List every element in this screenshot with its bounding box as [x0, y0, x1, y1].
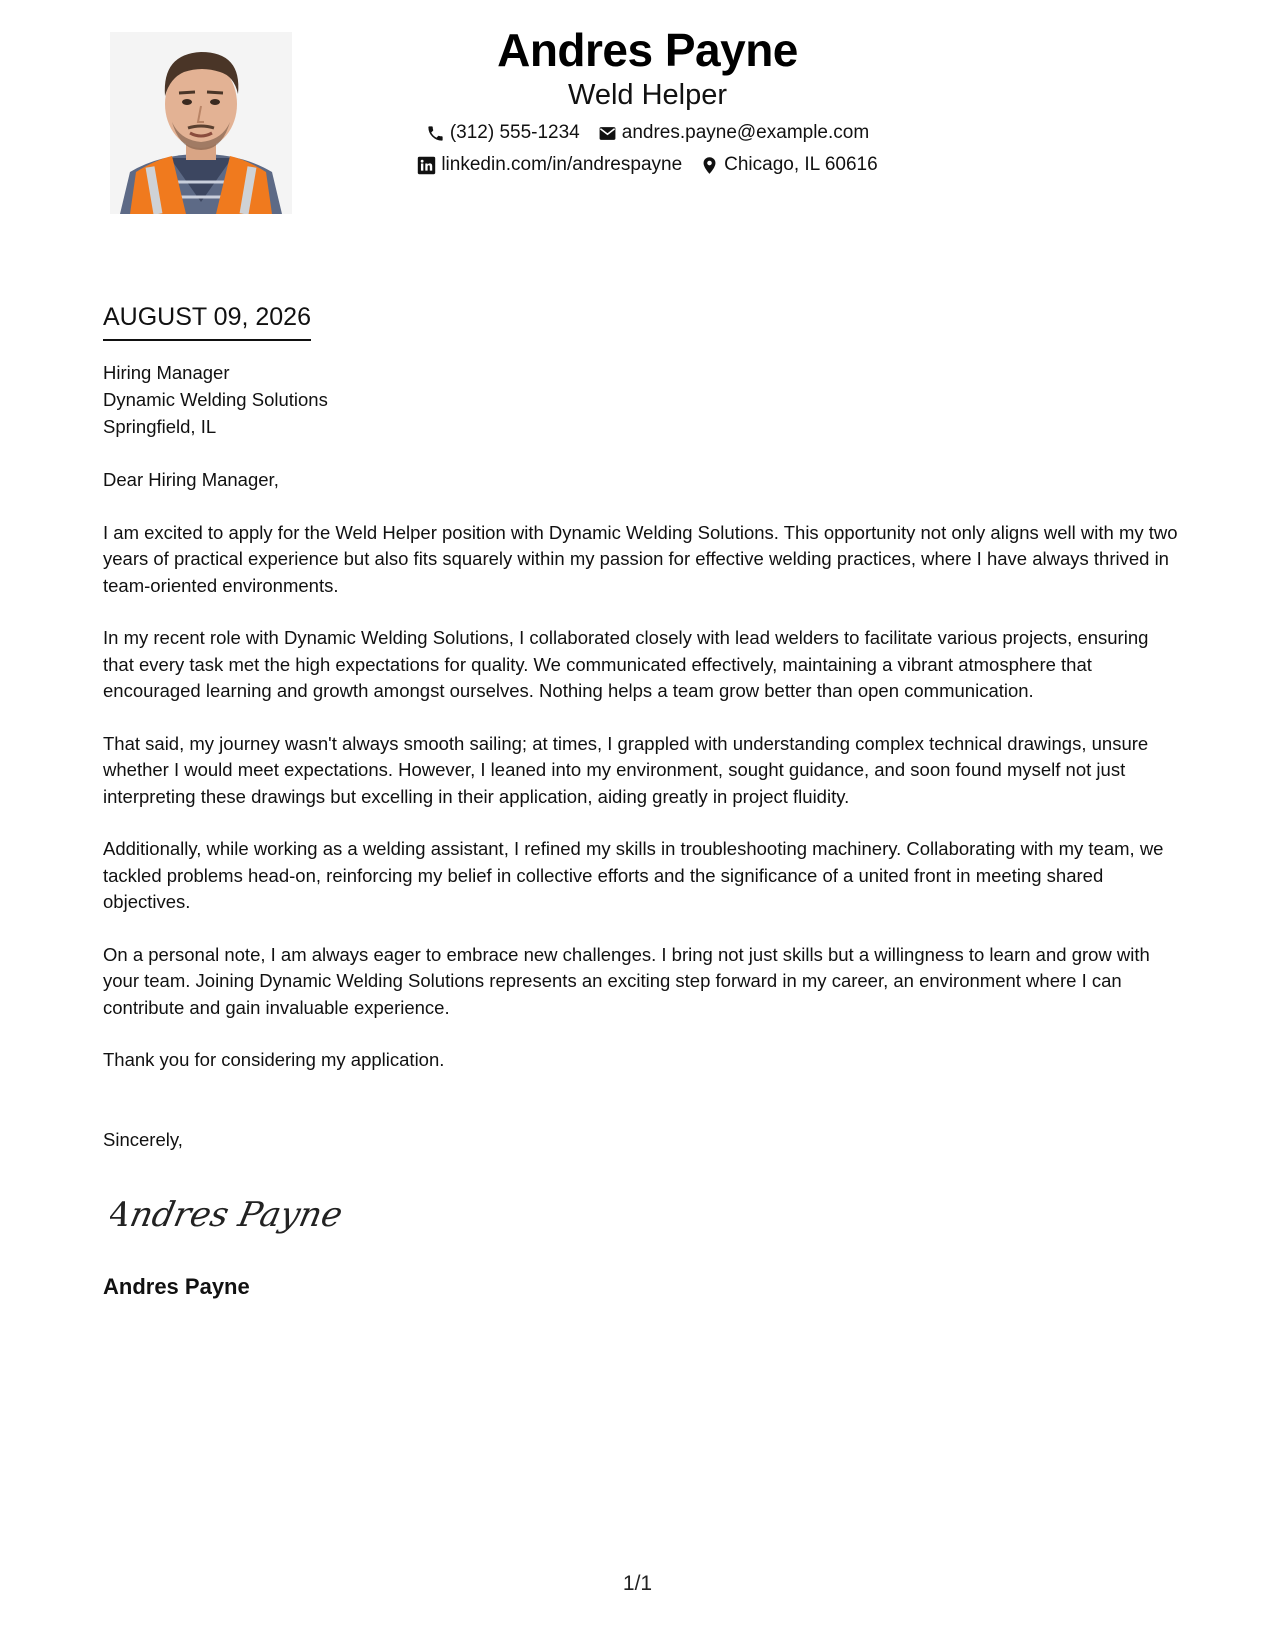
contact-row-1: [340, 120, 955, 146]
map-pin-icon: [700, 156, 719, 175]
contact-phone[interactable]: [426, 120, 580, 146]
letter-body: [103, 467, 1178, 1100]
job-title: Weld Helper: [567, 79, 728, 111]
paragraph-3: That said, my journey wasn't always smooth sailing; at times, I grappled with understanding complex technical drawings, unsure whether I would meet expectations. However, I leaned into my environment, sought guidance, and soon found myself not just interpreting these drawings but excelling in their application, aiding greatly in project fluidity.: [103, 732, 1149, 807]
envelope-icon: [598, 124, 617, 143]
signer-name: Andres Payne: [103, 1274, 250, 1299]
salutation: Dear Hiring Manager,: [103, 469, 279, 490]
applicant-name: Andres Payne: [497, 24, 798, 76]
recipient-location: Springfield, IL: [103, 416, 217, 437]
recipient-company: Dynamic Welding Solutions: [103, 389, 328, 410]
paragraph-5: On a personal note, I am always eager to embrace new challenges. I bring not just skills but a willingness to learn and grow with your team. Joining Dynamic Welding Solutions represents an exciting step forward in my career, an environment where I can contribute and gain invaluable experience.: [103, 943, 1150, 1018]
contact-linkedin[interactable]: [417, 152, 682, 178]
paragraph-4: Additionally, while working as a welding assistant, I refined my skills in troubleshooting machinery. Collaborating with my team, we tackled problems head-on, reinforcing my belief in collective efforts and the significance of a united front in meeting shared objectives.: [103, 838, 1164, 912]
recipient-block: [103, 359, 328, 440]
closing: Sincerely,: [103, 1129, 183, 1150]
location-text: Chicago, IL 60616: [724, 154, 878, 175]
contact-location[interactable]: [700, 152, 878, 178]
profile-photo: [110, 32, 292, 214]
contact-email[interactable]: [598, 120, 869, 146]
phone-text: (312) 555-1234: [449, 122, 580, 143]
paragraph-6: Thank you for considering my application.: [103, 1049, 445, 1070]
paragraph-1: I am excited to apply for the Weld Helper position with Dynamic Welding Solutions. This opportunity not only aligns well with my two years of practical experience but also fits squarely within my passion for effective welding practices, where I have always thrived in team-oriented environments.: [103, 521, 1178, 596]
email-text: andres.payne@example.com: [621, 122, 870, 143]
signature-text: Andres Payne: [110, 1195, 346, 1235]
page-number: 1/1: [622, 1572, 653, 1595]
phone-icon: [426, 124, 445, 143]
header: [340, 22, 955, 178]
recipient-title: Hiring Manager: [103, 362, 230, 383]
linkedin-text: linkedin.com/in/andrespayne: [441, 154, 683, 175]
letter-date: AUGUST 09, 2026: [103, 300, 311, 341]
contact-row-2: [340, 152, 955, 178]
linkedin-icon: [417, 156, 436, 175]
paragraph-2: In my recent role with Dynamic Welding Solutions, I collaborated closely with lead welders to facilitate various projects, ensuring that every task met the high expectations for quality. We communicated effectively, maintaining a vibrant atmosphere that encouraged learning and growth amongst ourselves. Nothing helps a team grow better than open communication.: [103, 627, 1149, 701]
signature: [110, 1178, 360, 1248]
